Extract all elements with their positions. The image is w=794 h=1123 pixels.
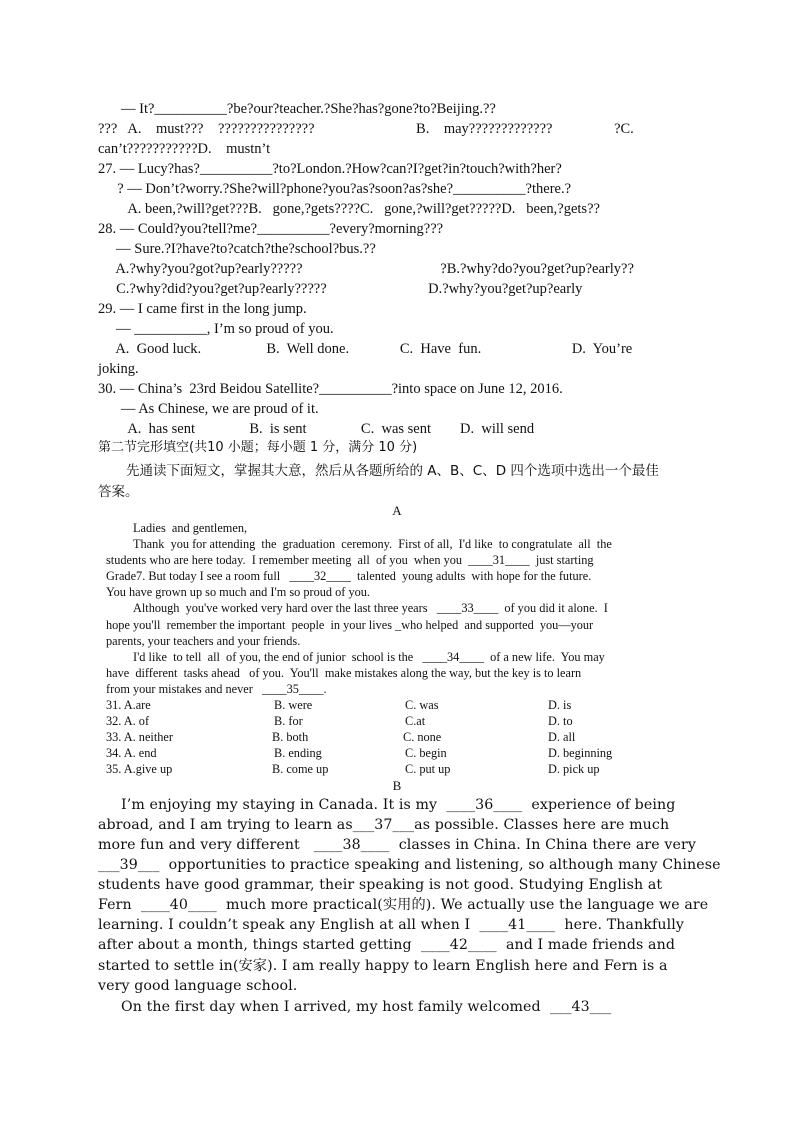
passage-a-title: A	[392, 503, 402, 518]
option-cell: D. all	[548, 730, 576, 744]
option-cell: C. none	[403, 730, 442, 744]
passage-a-line: Thank you for attending the graduation ceremony. First of all, I'd like to congratulate all the	[133, 537, 612, 551]
question-line: 30. — China’s 23rd Beidou Satellite?__________?into space on June 12, 2016.	[98, 381, 563, 397]
question-line: 29. — I came first in the long jump.	[98, 301, 307, 317]
passage-a-line: Although you've worked very hard over the last three years ____33____ of you did it alone. I	[133, 601, 608, 615]
option-cell: B. for	[274, 714, 303, 728]
passage-a-line: You have grown up so much and I'm so proud of you.	[106, 585, 370, 599]
passage-b-line: students have good grammar, their speaking is not good. Studying English at	[98, 877, 663, 893]
option-cell: C. was	[405, 698, 439, 712]
question-line: — __________, I’m so proud of you.	[98, 321, 334, 337]
question-line: 28. — Could?you?tell?me?__________?every?morning???	[98, 221, 444, 237]
option-cell: C. begin	[405, 746, 447, 760]
option-cell: 32. A. of	[106, 714, 150, 728]
question-line: A.?why?you?got?up?early????? ?B.?why?do?you?get?up?early??	[98, 261, 634, 277]
passage-a-line: Ladies and gentlemen,	[133, 521, 248, 535]
option-cell: 35. A.give up	[106, 762, 173, 776]
instruction-text: 答案。	[98, 484, 139, 500]
question-line: — It?__________?be?our?teacher.?She?has?gone?to?Beijing.??	[121, 101, 496, 117]
passage-b-line: On the first day when I arrived, my host family welcomed ___43___	[98, 999, 612, 1015]
question-line: A. Good luck. B. Well done. C. Have fun. D. You’re	[98, 341, 633, 357]
passage-a-line: Grade7. But today I see a room full ____32____ talented young adults with hope for the future.	[106, 569, 592, 583]
option-cell: B. both	[272, 730, 309, 744]
question-line: 27. — Lucy?has?__________?to?London.?How?can?I?get?in?touch?with?her?	[98, 161, 562, 177]
question-line: — As Chinese, we are proud of it.	[110, 401, 319, 417]
passage-b-line: more fun and very different ____38____ classes in China. In China there are very	[98, 837, 696, 853]
passage-b-line: learning. I couldn’t speak any English at all when I ____41____ here. Thankfully	[98, 917, 685, 933]
passage-b-line: started to settle in(安家). I am really happy to learn English here and Fern is a	[98, 958, 668, 974]
option-cell: D. is	[548, 698, 572, 712]
section-heading: 第二节完形填空(共10 小题；每小题 1 分，满分 10 分)	[98, 440, 418, 455]
question-line: A. been,?will?get???B. gone,?gets????C. gone,?will?get?????D. been,?gets??	[110, 201, 600, 217]
passage-a-line: students who are here today. I remember meeting all of you when you ____31____ just starting	[106, 553, 594, 567]
question-line: ??? A. must??? ??????????????? B. may????????????? ?C.	[98, 121, 634, 137]
option-cell: 31. A.are	[106, 698, 151, 712]
passage-b-line: Fern ____40____ much more practical(实用的). We actually use the language we are	[98, 897, 709, 913]
passage-a-line: parents, your teachers and your friends.	[106, 634, 301, 648]
option-cell: C.at	[405, 714, 426, 728]
instruction-text: 先通读下面短文，掌握其大意，然后从各题所给的 A、B、C、D 四个选项中选出一个最佳	[126, 463, 659, 479]
option-cell: D. pick up	[548, 762, 600, 776]
option-cell: D. to	[548, 714, 573, 728]
question-line: C.?why?did?you?get?up?early????? D.?why?you?get?up?early	[98, 281, 583, 297]
passage-a-line: from your mistakes and never ____35____.	[106, 682, 327, 696]
option-cell: B. come up	[272, 762, 329, 776]
passage-b-title: B	[392, 778, 402, 793]
passage-b-line: very good language school.	[98, 978, 298, 994]
option-cell: 33. A. neither	[106, 730, 173, 744]
passage-b-line: I’m enjoying my staying in Canada. It is my ____36____ experience of being	[98, 797, 676, 813]
option-cell: D. beginning	[548, 746, 613, 760]
option-cell: B. ending	[274, 746, 322, 760]
option-cell: B. were	[274, 698, 313, 712]
passage-a-line: have different tasks ahead of you. You'll make mistakes along the way, but the key is to learn	[106, 666, 582, 680]
passage-b-line: after about a month, things started getting ____42____ and I made friends and	[98, 937, 676, 953]
passage-b-line: ___39___ opportunities to practice speaking and listening, so although many Chinese	[98, 857, 721, 873]
option-cell: C. put up	[405, 762, 451, 776]
question-line: — Sure.?I?have?to?catch?the?school?bus.??	[98, 241, 376, 257]
passage-a-line: I'd like to tell all of you, the end of junior school is the ____34____ of a new life. You may	[133, 650, 605, 664]
passage-a-line: hope you'll remember the important people in your lives _who helped and supported you—your	[106, 618, 594, 632]
question-line: can’t???????????D. mustn’t	[98, 141, 271, 157]
option-cell: 34. A. end	[106, 746, 157, 760]
passage-b-line: abroad, and I am trying to learn as___37___as possible. Classes here are much	[98, 817, 670, 833]
question-line: ? — Don’t?worry.?She?will?phone?you?as?soon?as?she?__________?there.?	[110, 181, 572, 197]
question-line: joking.	[98, 361, 139, 377]
question-line: A. has sent B. is sent C. was sent D. will send	[110, 421, 535, 437]
